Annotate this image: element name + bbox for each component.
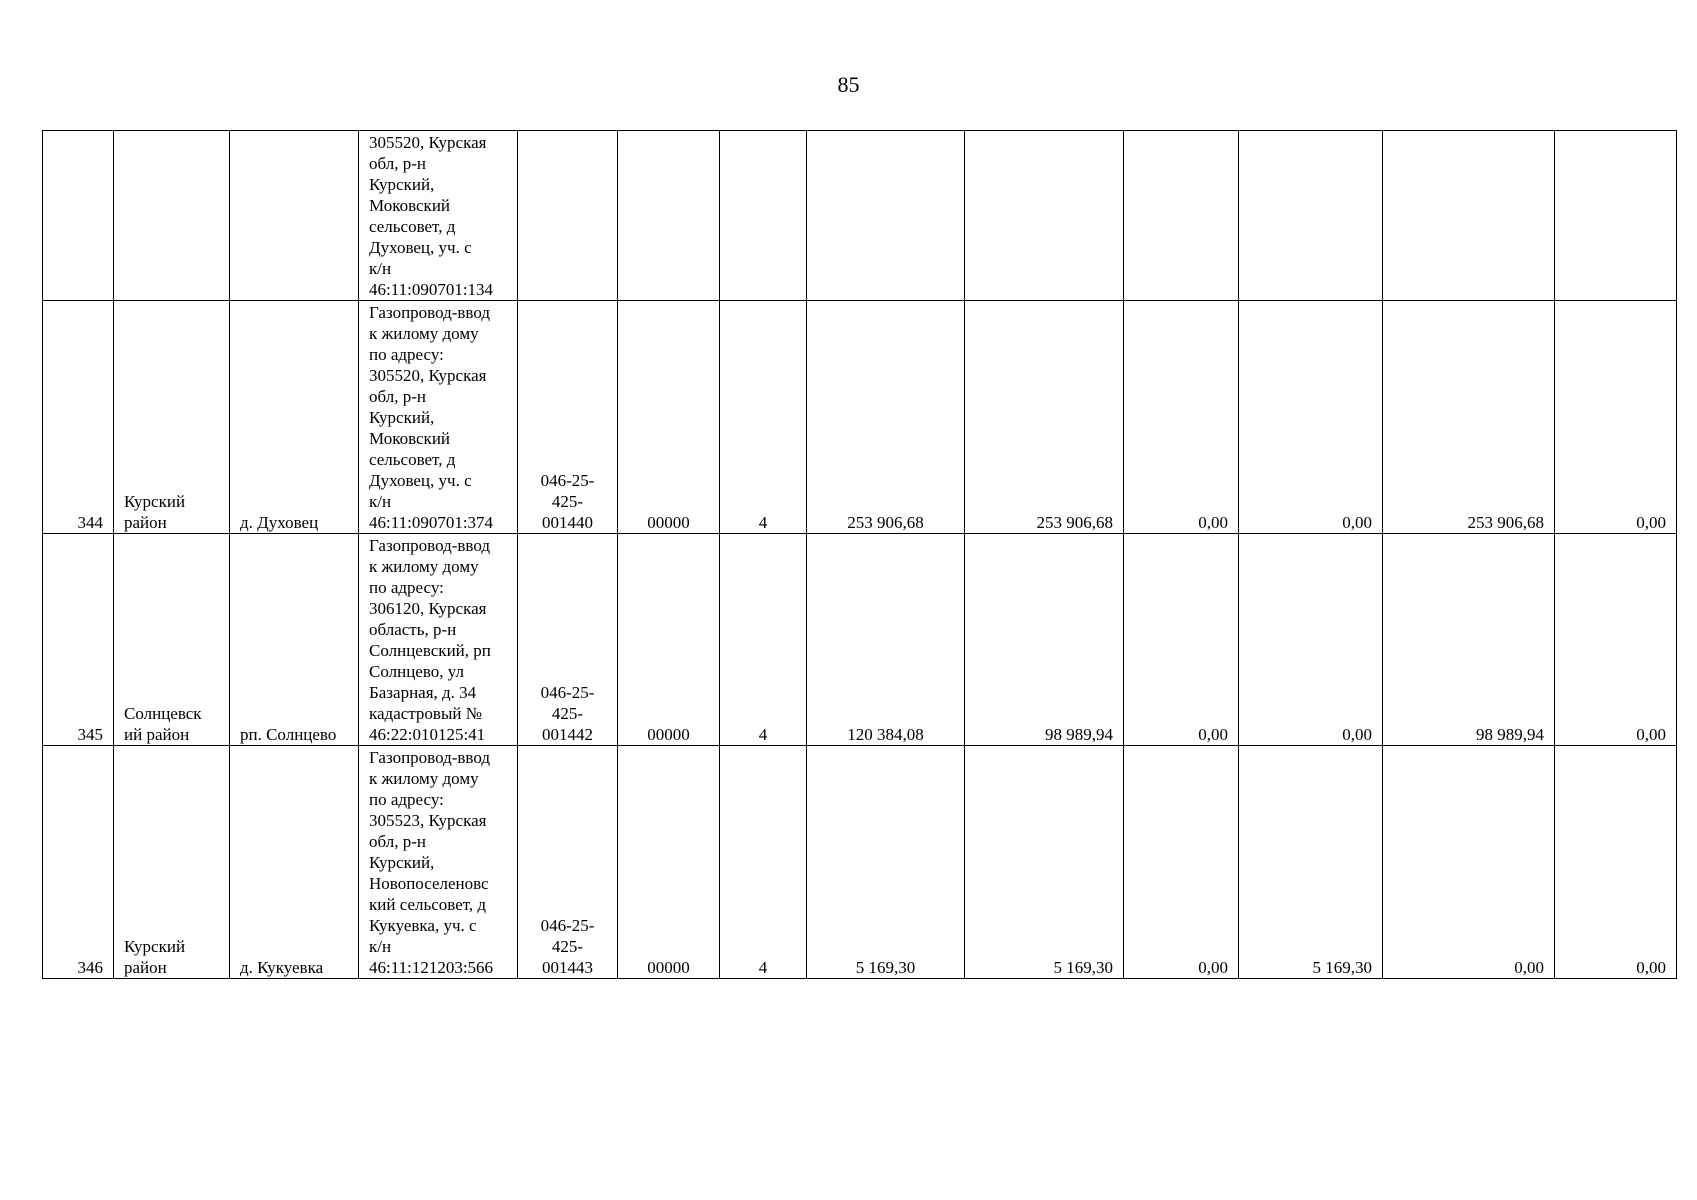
table-row bbox=[43, 534, 1677, 746]
cell-value-1: 5 169,30 bbox=[807, 746, 965, 979]
cell-district: Курский район bbox=[114, 301, 230, 534]
cell-type-code: 00000 bbox=[618, 301, 720, 534]
cell-district: Курский район bbox=[114, 746, 230, 979]
cell-value-6 bbox=[1555, 131, 1677, 301]
cell-category: 4 bbox=[720, 301, 807, 534]
cell-value-2: 253 906,68 bbox=[965, 301, 1124, 534]
cell-category: 4 bbox=[720, 746, 807, 979]
cell-code: 046-25- 425- 001443 bbox=[518, 746, 618, 979]
cell-number bbox=[43, 131, 114, 301]
cell-number: 344 bbox=[43, 301, 114, 534]
cell-value-1: 253 906,68 bbox=[807, 301, 965, 534]
cell-value-6: 0,00 bbox=[1555, 301, 1677, 534]
cell-type-code: 00000 bbox=[618, 746, 720, 979]
cell-description: Газопровод-ввод к жилому дому по адресу: 305520, Курская обл, р-н Курский, Моковский сельсовет, д Духовец, уч. с к/н 46:11:090701:374 bbox=[359, 301, 518, 534]
cell-number: 345 bbox=[43, 534, 114, 746]
cell-value-3 bbox=[1124, 131, 1239, 301]
cell-value-5: 0,00 bbox=[1383, 746, 1555, 979]
page-number: 85 bbox=[837, 72, 860, 97]
cell-code: 046-25- 425- 001442 bbox=[518, 534, 618, 746]
cell-settlement: д. Кукуевка bbox=[230, 746, 359, 979]
cell-type-code bbox=[618, 131, 720, 301]
cell-district bbox=[114, 131, 230, 301]
cell-value-3: 0,00 bbox=[1124, 746, 1239, 979]
table-row bbox=[43, 131, 1677, 301]
table-row bbox=[43, 746, 1677, 979]
cell-value-2: 98 989,94 bbox=[965, 534, 1124, 746]
cell-description: Газопровод-ввод к жилому дому по адресу: 306120, Курская область, р-н Солнцевский, рп Солнцево, ул Базарная, д. 34 кадастровый № 46:22:010125:41 bbox=[359, 534, 518, 746]
cell-settlement: рп. Солнцево bbox=[230, 534, 359, 746]
cell-description: 305520, Курская обл, р-н Курский, Моковский сельсовет, д Духовец, уч. с к/н 46:11:090701:134 bbox=[359, 131, 518, 301]
cell-settlement bbox=[230, 131, 359, 301]
cell-code bbox=[518, 131, 618, 301]
cell-value-4: 0,00 bbox=[1239, 301, 1383, 534]
cell-value-6: 0,00 bbox=[1555, 534, 1677, 746]
cell-settlement: д. Духовец bbox=[230, 301, 359, 534]
cell-number: 346 bbox=[43, 746, 114, 979]
cell-value-4 bbox=[1239, 131, 1383, 301]
cell-category bbox=[720, 131, 807, 301]
cell-value-2 bbox=[965, 131, 1124, 301]
table-row bbox=[43, 301, 1677, 534]
cell-type-code: 00000 bbox=[618, 534, 720, 746]
cell-value-6: 0,00 bbox=[1555, 746, 1677, 979]
cell-district: Солнцевск ий район bbox=[114, 534, 230, 746]
cell-value-5 bbox=[1383, 131, 1555, 301]
cell-value-1: 120 384,08 bbox=[807, 534, 965, 746]
cell-value-3: 0,00 bbox=[1124, 301, 1239, 534]
cell-value-5: 253 906,68 bbox=[1383, 301, 1555, 534]
cell-value-4: 0,00 bbox=[1239, 534, 1383, 746]
cell-value-1 bbox=[807, 131, 965, 301]
cell-category: 4 bbox=[720, 534, 807, 746]
cell-code: 046-25- 425- 001440 bbox=[518, 301, 618, 534]
cell-value-4: 5 169,30 bbox=[1239, 746, 1383, 979]
data-table bbox=[42, 130, 1677, 979]
cell-value-5: 98 989,94 bbox=[1383, 534, 1555, 746]
cell-description: Газопровод-ввод к жилому дому по адресу: 305523, Курская обл, р-н Курский, Новопоселеновс кий сельсовет, д Кукуевка, уч. с к/н 46:11:121203:566 bbox=[359, 746, 518, 979]
cell-value-3: 0,00 bbox=[1124, 534, 1239, 746]
cell-value-2: 5 169,30 bbox=[965, 746, 1124, 979]
